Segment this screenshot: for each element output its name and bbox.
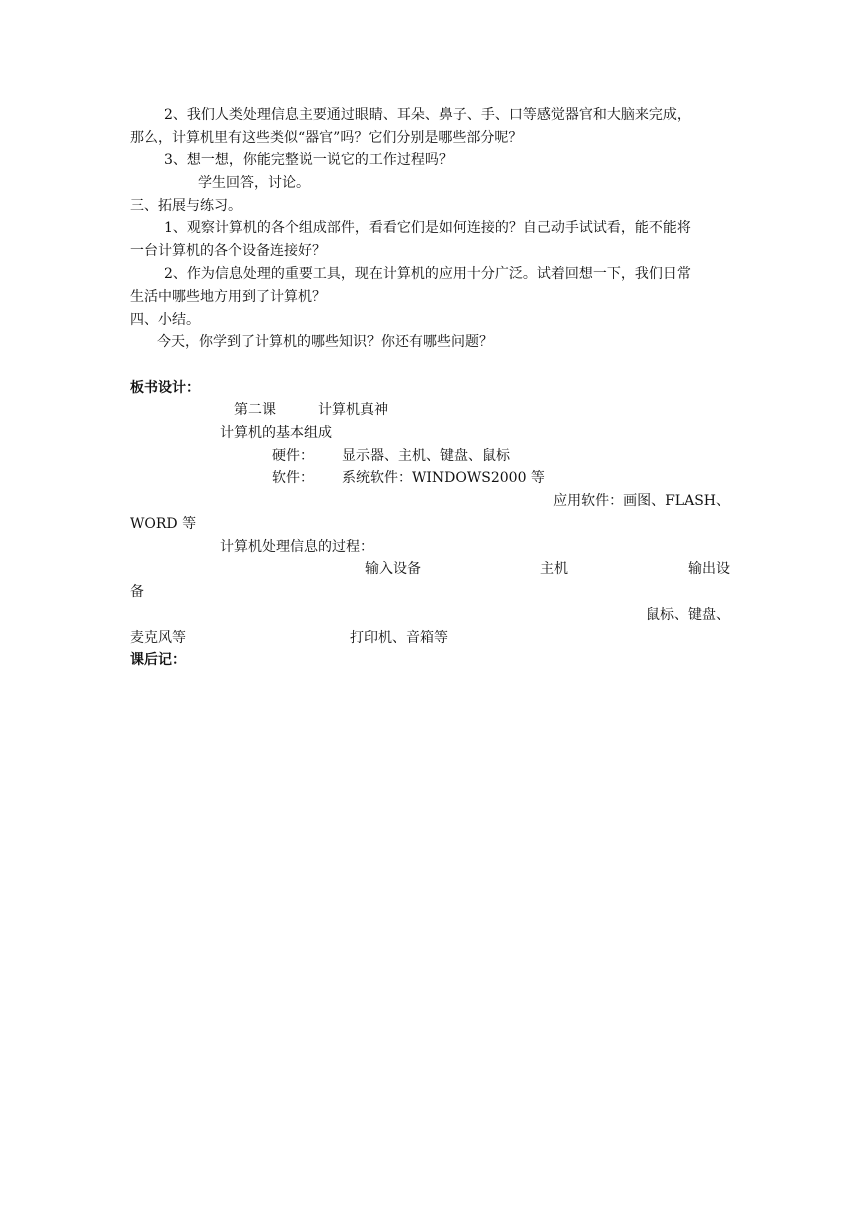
application-software: 应用软件：画图、FLASH、 <box>553 493 730 509</box>
output-examples: 打印机、音箱等 <box>350 630 448 646</box>
output-device: 输出设 <box>688 561 730 577</box>
hardware-label: 硬件： <box>272 448 314 464</box>
input-device: 输入设备 <box>365 561 421 577</box>
student-response: 学生回答，讨论。 <box>198 175 310 191</box>
exercise-1-line-1: 1、观察计算机的各个组成部件，看看它们是如何连接的？自己动手试试看，能不能将 <box>164 220 691 236</box>
exercise-2-line-1: 2、作为信息处理的重要工具，现在计算机的应用十分广泛。试着回想一下，我们日常 <box>164 266 691 282</box>
lesson-number: 第二课 <box>234 402 276 418</box>
host-unit: 主机 <box>540 561 568 577</box>
input-examples-continued: 麦克风等 <box>130 630 186 646</box>
after-class-heading: 课后记： <box>130 652 186 668</box>
question-2-line-1: 2、我们人类处理信息主要通过眼睛、耳朵、鼻子、手、口等感觉器官和大脑来完成， <box>164 107 691 123</box>
lesson-title: 计算机真神 <box>318 402 388 418</box>
output-device-continued: 备 <box>130 584 144 600</box>
board-design-heading: 板书设计： <box>130 380 200 396</box>
summary-text: 今天，你学到了计算机的哪些知识？你还有哪些问题？ <box>157 334 493 350</box>
section-4-heading: 四、小结。 <box>130 312 200 328</box>
section-3-heading: 三、拓展与练习。 <box>130 198 242 214</box>
exercise-2-line-2: 生活中哪些地方用到了计算机？ <box>130 289 326 305</box>
question-2-line-2: 那么，计算机里有这些类似“器官”吗？它们分别是哪些部分呢？ <box>130 130 523 146</box>
question-3: 3、想一想，你能完整说一说它的工作过程吗？ <box>164 152 453 168</box>
system-software: 系统软件：WINDOWS2000 等 <box>342 470 545 486</box>
basic-composition: 计算机的基本组成 <box>220 425 332 441</box>
software-label: 软件： <box>272 470 314 486</box>
application-software-continued: WORD 等 <box>130 516 197 532</box>
exercise-1-line-2: 一台计算机的各个设备连接好？ <box>130 243 326 259</box>
process-heading: 计算机处理信息的过程： <box>220 539 374 555</box>
hardware-items: 显示器、主机、键盘、鼠标 <box>342 448 510 464</box>
input-examples: 鼠标、键盘、 <box>646 607 730 623</box>
